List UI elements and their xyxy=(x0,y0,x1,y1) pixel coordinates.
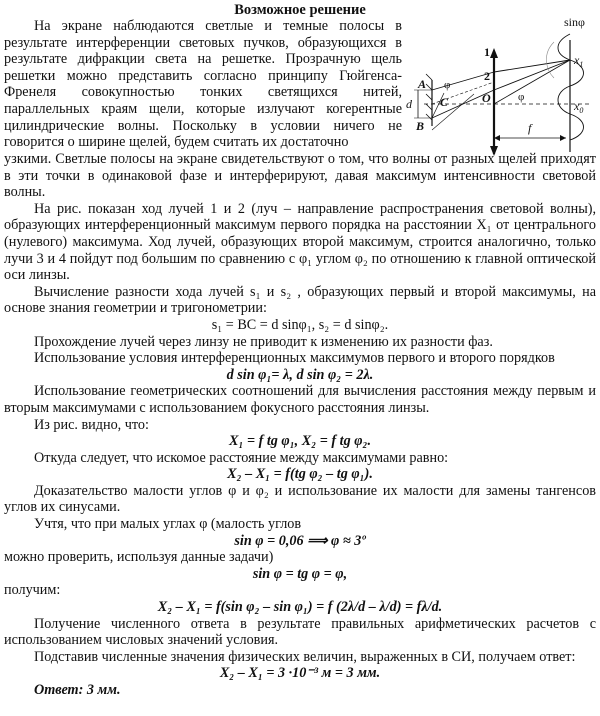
paragraph-check: можно проверить, используя данные задачи) xyxy=(4,549,274,566)
paragraph-small-angles: Доказательство малости углов φ и φ₂ и использование их малости для замены тангенсов углов их синусами. xyxy=(4,482,596,516)
equation-result: X₂ – X₁ = 3 ·10⁻³ м = 3 мм. xyxy=(219,665,381,682)
equation-max-condition: d sin φ₁= λ, d sin φ₂ = 2λ. xyxy=(226,366,374,383)
paragraph-small-angle-note: Учтя, что при малых углах φ (малость углов xyxy=(34,516,302,533)
paragraph-substitute: Подставив численные значения физических величин, выраженных в СИ, получаем ответ: xyxy=(34,648,576,665)
f-label: f xyxy=(528,121,532,135)
equation-distance-sin: X₂ – X₁ = f(sin φ₂ – sin φ₁) = f (2λ/d – λ/d) = fλ/d. xyxy=(157,599,443,616)
equation-distance-tan: X₂ – X₁ = f(tg φ₂ – tg φ₁). xyxy=(227,466,373,483)
diffraction-figure xyxy=(404,14,596,156)
paragraph-max-condition: Использование условия интерференционных максимумов первого и второго порядков xyxy=(34,350,555,367)
phi-label-slit: φ xyxy=(444,79,451,91)
paragraph-rays: На рис. показан ход лучей 1 и 2 (луч – направление распространения световой волны), образующих интерференционный максимум первого порядка на расстоянии X₁ от центрального (нулевого) максимума. Ход лучей, образующих второй максимум, строится аналогично, только лучи 3 и 4 пойдут под большим по сравнению с φ₁ углом φ₂ по отношению к главной оптической оси линзы. xyxy=(4,200,596,284)
intro-paragraph: На экране наблюдаются светлые и темные полосы в результате интерференции световых пучков, образующихся в результате дифракции света на решетке. Прозрачную щель решетки можно представить согласно принципу Гюйгенса-Френеля совокупностью тонких светящихся нитей, параллельных краям щели, которые излучают когерентные цилиндрические волны. Поскольку в условии ничего не говорится о ширине щелей, будем считать их достаточно xyxy=(4,18,402,151)
ray-1-label: 1 xyxy=(484,45,490,59)
x1-label: $x_1$ xyxy=(574,53,584,69)
sin-phi-label: sinφ xyxy=(564,15,585,29)
paragraph-distance: Откуда следует, что искомое расстояние между максимумами равно: xyxy=(34,449,449,466)
paragraph-from-figure: Из рис. видно, что: xyxy=(34,416,149,433)
point-c-label: C xyxy=(440,95,449,109)
main-text xyxy=(4,151,596,699)
intensity-curve xyxy=(558,34,584,140)
point-b-label: B xyxy=(416,119,425,133)
answer: Ответ: 3 мм. xyxy=(34,682,121,698)
phi-label-lens: φ xyxy=(518,91,525,103)
paragraph-numeric: Получение численного ответа в результате правильных арифметических расчетов с использованием числовых значений условия. xyxy=(4,615,596,649)
equation-x-positions: X₁ = f tg φ₁, X₂ = f tg φ₂. xyxy=(228,433,371,450)
intro-continuation: узкими. Светлые полосы на экране свидетельствуют о том, что волны от разных щелей приходят в эти точки в одинаковой фазе и интерферируют, давая максимум интенсивности световой волны. xyxy=(4,151,596,201)
point-o-label: O xyxy=(482,91,491,105)
paragraph-lens-phase: Прохождение лучей через линзу не приводит к изменению их разности фаз. xyxy=(34,333,493,350)
equation-small-angle: sin φ = 0,06 ⟹ φ ≈ 3º xyxy=(234,532,366,549)
point-a-label: A xyxy=(418,77,427,91)
ray-2-label: 2 xyxy=(484,69,490,83)
paragraph-geometry: Использование геометрических соотношений для вычисления расстояния между первым и вторым максимумами с использованием фокусного расстояния линзы. xyxy=(4,383,596,416)
equation-sin-tan: sin φ = tg φ = φ, xyxy=(252,565,348,582)
page-title: Возможное решение xyxy=(234,2,366,18)
x0-label: $x_0$ xyxy=(574,99,584,115)
paragraph-obtain: получим: xyxy=(4,582,61,599)
equation-path-difference: s₁ = BC = d sinφ₁, s₂ = d sinφ₂. xyxy=(211,316,389,333)
paragraph-path-difference: Вычисление разности хода лучей s₁ и s₂ , образующих первый и второй максимумы, на основе знания геометрии и тригонометрии: xyxy=(4,283,596,317)
d-label: d xyxy=(406,97,412,111)
